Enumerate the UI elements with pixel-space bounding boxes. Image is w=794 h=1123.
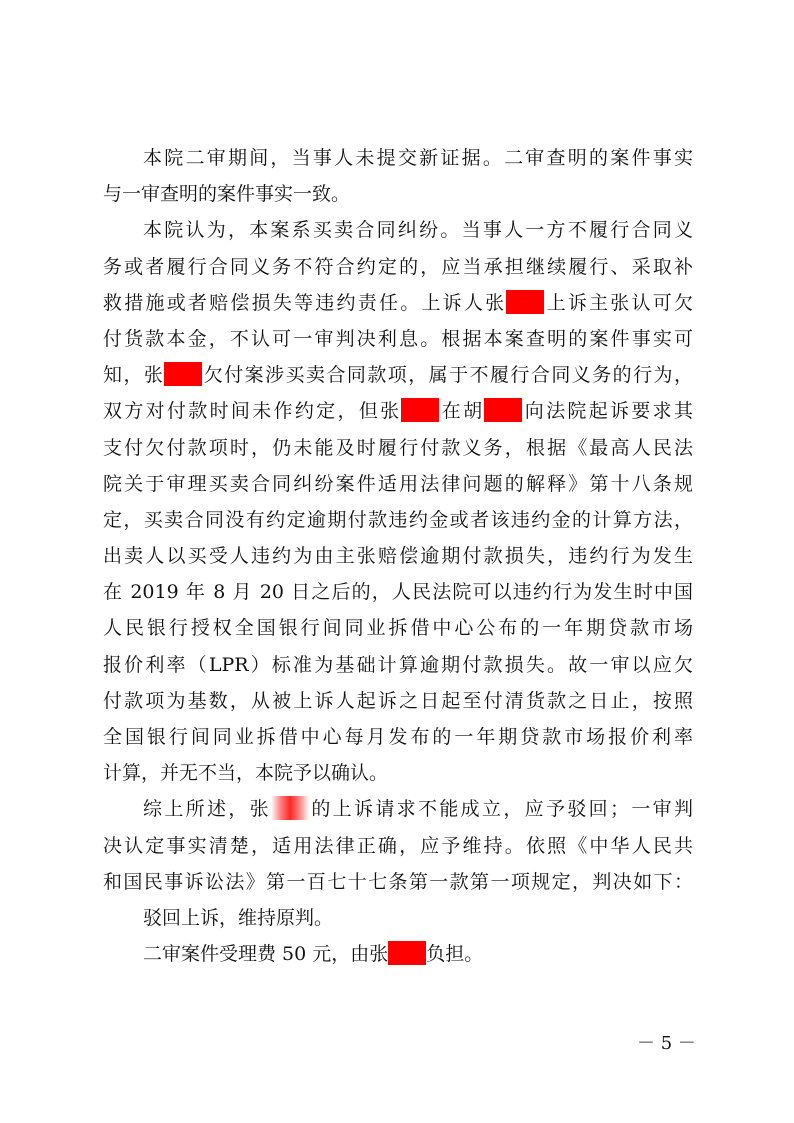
judgment-text xyxy=(103,140,693,972)
text-line xyxy=(103,900,693,936)
text-run: 人民银行授权全国银行间同业拆借中心公布的一年期贷款市场 xyxy=(103,617,693,640)
text-run: 决认定事实清楚，适用法律正确，应予维持。依照《中华人民共 xyxy=(103,834,693,857)
redaction-mark xyxy=(506,290,544,314)
text-run: 出卖人以买受人违约为由主张赔偿逾期付款损失，违约行为发生 xyxy=(103,545,693,568)
text-run: 和国民事诉讼法》第一百七十七条第一款第一项规定，判决如下： xyxy=(103,870,693,893)
text-line xyxy=(103,140,693,176)
redaction-mark xyxy=(388,941,426,965)
text-run: 在胡 xyxy=(439,400,485,423)
text-line xyxy=(103,574,693,610)
text-line xyxy=(103,249,693,285)
text-run: 务或者履行合同义务不符合约定的，应当承担继续履行、采取补 xyxy=(103,255,693,278)
text-run: 欠付案涉买卖合同款项，属于不履行合同义务的行为， xyxy=(202,364,693,387)
text-run: 负担。 xyxy=(426,943,484,966)
text-line xyxy=(103,936,693,972)
text-line xyxy=(103,791,693,827)
text-run: 定，买卖合同没有约定逾期付款违约金或者该违约金的计算方法， xyxy=(103,508,693,531)
text-run: 救措施或者赔偿损失等违约责任。上诉人张 xyxy=(103,291,507,314)
text-run: 全国银行间同业拆借中心每月发布的一年期贷款市场报价利率 xyxy=(103,726,693,748)
text-line xyxy=(103,357,693,393)
text-line xyxy=(103,755,693,791)
redaction-mark xyxy=(401,398,439,422)
redaction-mark xyxy=(164,362,202,386)
text-line xyxy=(103,502,693,538)
text-run: 向法院起诉要求其 xyxy=(522,400,693,423)
text-run: 知，张 xyxy=(103,364,165,387)
text-line xyxy=(103,466,693,502)
text-run: 双方对付款时间未作约定，但张 xyxy=(103,400,402,423)
text-run: 二审案件受理费 50 元，由张 xyxy=(143,943,389,966)
text-line xyxy=(103,610,693,646)
text-run: 支付欠付款项时，仍未能及时履行付款义务，根据《最高人民法 xyxy=(103,436,693,459)
text-line xyxy=(103,647,693,683)
text-run: 综上所述，张 xyxy=(143,798,271,821)
page-number: － 5 － xyxy=(637,1033,696,1054)
text-run: 本院认为，本案系买卖合同纠纷。当事人一方不履行合同义 xyxy=(143,219,693,242)
text-run: 报价利率（LPR）标准为基础计算逾期付款损失。故一审以应欠 xyxy=(103,653,693,676)
text-line xyxy=(103,212,693,248)
text-line xyxy=(103,393,693,429)
text-run: 驳回上诉，维持原判。 xyxy=(143,906,334,929)
text-run: 本院二审期间，当事人未提交新证据。二审查明的案件事实 xyxy=(143,147,693,169)
text-run: 计算，并无不当，本院予以确认。 xyxy=(103,762,389,785)
text-line xyxy=(103,719,693,755)
text-line xyxy=(103,828,693,864)
text-line xyxy=(103,683,693,719)
text-run: 付款项为基数，从被上诉人起诉之日起至付清货款之日止，按照 xyxy=(103,689,693,712)
redaction-mark xyxy=(484,398,522,422)
text-run: 在 2019 年 8 月 20 日之后的，人民法院可以违约行为发生时中国 xyxy=(103,581,693,604)
text-line xyxy=(103,285,693,321)
text-run: 付货款本金，不认可一审判决利息。根据本案查明的案件事实可 xyxy=(103,327,693,350)
text-line xyxy=(103,176,693,212)
text-line xyxy=(103,864,693,900)
text-line xyxy=(103,538,693,574)
text-run: 院关于审理买卖合同纠纷案件适用法律问题的解释》第十八条规 xyxy=(103,472,693,495)
redaction-mark xyxy=(271,796,309,820)
text-run: 上诉主张认可欠 xyxy=(544,291,693,314)
text-run: 与一审查明的案件事实一致。 xyxy=(103,183,351,206)
text-line xyxy=(103,430,693,466)
text-run: 的上诉请求不能成立，应予驳回；一审判 xyxy=(309,798,693,821)
text-line xyxy=(103,321,693,357)
